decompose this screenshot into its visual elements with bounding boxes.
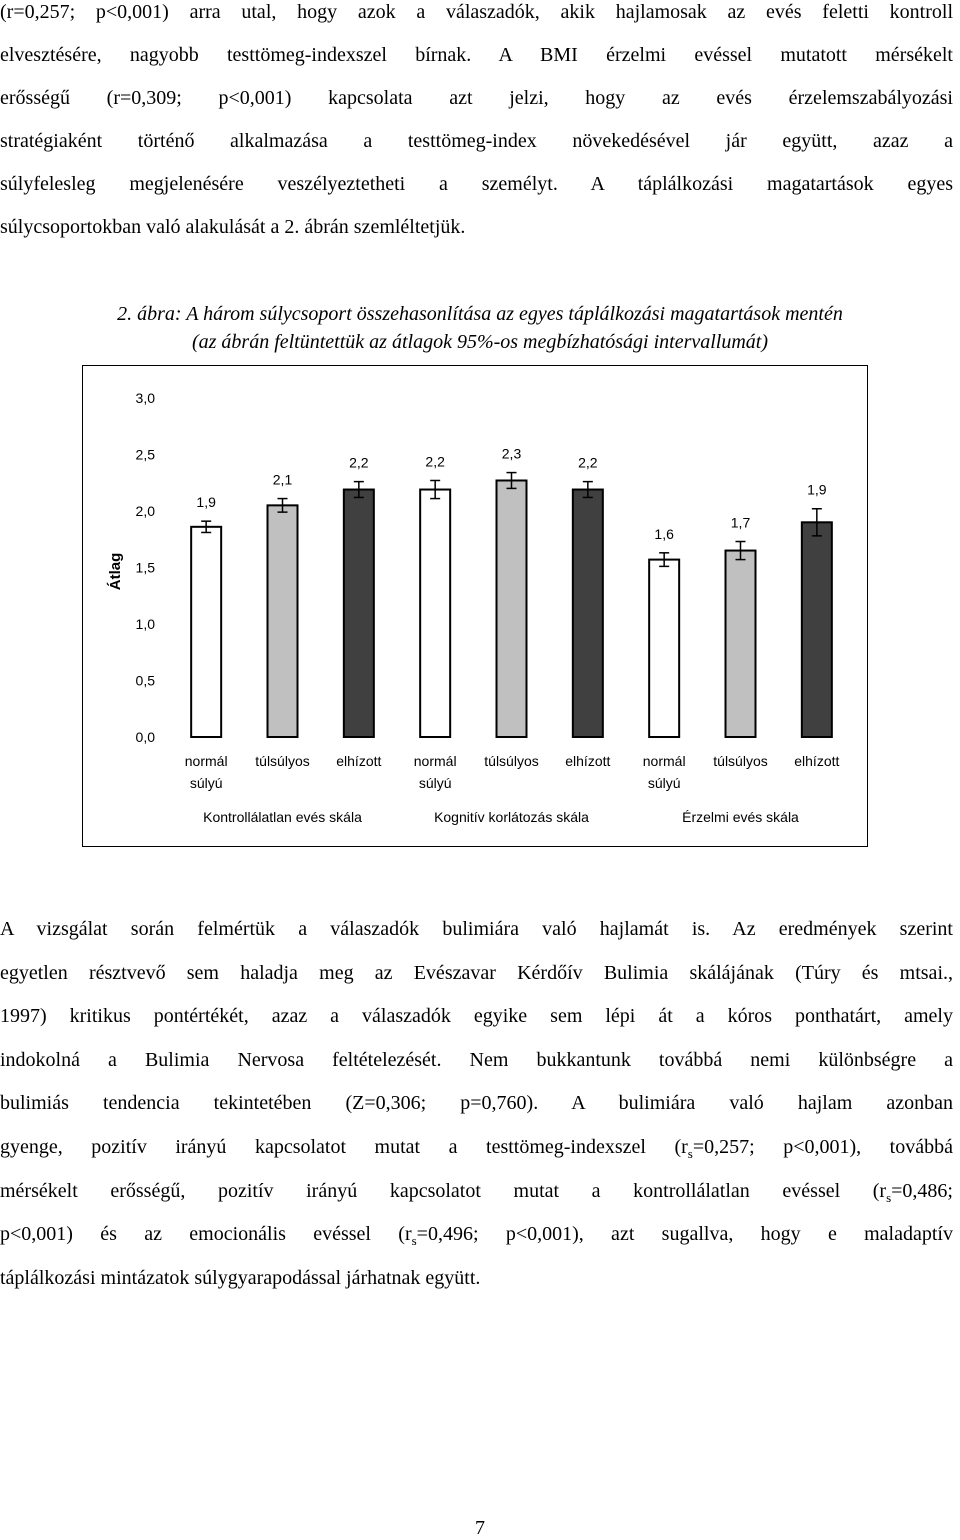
text-span: =0,257; p<0,001), továbbá	[692, 1136, 953, 1158]
text-span: bulimiás tendencia tekintetében (Z=0,306; p=0,760). A bulimiára való hajlam azonban	[0, 1092, 953, 1115]
y-tick-label: 1,5	[135, 559, 155, 576]
text-span: =0,486;	[891, 1179, 953, 1202]
data-label: 2,3	[501, 445, 522, 462]
y-axis-label: Átlag	[107, 552, 124, 591]
text-span: indokolná a Bulimia Nervosa feltételezését. Nem bukkantunk továbbá nemi különbségre a	[0, 1048, 953, 1071]
text-span: =0,496; p<0,001), azt sugallva, hogy e maladaptív	[416, 1223, 953, 1246]
bar	[344, 490, 374, 737]
subscript: s	[687, 1146, 693, 1161]
bar-chart	[83, 366, 867, 846]
text-line	[0, 1135, 953, 1178]
text-line	[0, 1179, 953, 1222]
figure-caption-line-2: (az ábrán feltüntettük az átlagok 95%-os megbízhatósági intervallumát)	[191, 331, 769, 353]
text-line	[0, 1004, 953, 1047]
text-line: (r=0,257; p<0,001) arra utal, hogy azok a válaszadók, akik hajlamosak az evés feletti kontroll	[0, 1, 953, 23]
subscript: s	[411, 1233, 417, 1249]
text-span: egyetlen résztvevő sem haladja meg az Evészavar Kérdőív Bulimia skálájának (Túry és mtsai.,	[0, 961, 953, 984]
page-number: 7	[475, 1517, 485, 1539]
data-label: 1,7	[730, 514, 751, 531]
bar	[191, 527, 221, 737]
text-line	[0, 1048, 953, 1091]
y-tick-label: 2,5	[135, 446, 155, 463]
data-label: 2,2	[349, 454, 369, 471]
x-tick-label: normál	[642, 753, 686, 769]
data-label: 2,2	[578, 454, 598, 471]
figure-caption-line-1: 2. ábra: A három súlycsoport összehasonlítása az egyes táplálkozási magatartások mentén	[117, 303, 843, 325]
bar	[573, 490, 603, 737]
y-tick-label: 1,0	[135, 616, 155, 632]
text-span: p<0,001) és az emocionális evéssel (r	[0, 1223, 412, 1246]
subscript: s	[886, 1189, 892, 1205]
group-label: Kontrollálatlan evés skála	[203, 809, 362, 825]
data-label: 1,6	[654, 525, 674, 542]
text-line	[0, 961, 953, 1004]
y-tick-label: 3,0	[135, 390, 155, 406]
x-tick-label: súlyú	[647, 775, 681, 791]
text-line	[0, 1222, 953, 1265]
text-span: táplálkozási mintázatok súlygyarapodással járhatnak együtt.	[0, 1266, 481, 1289]
group-label: Érzelmi evés skála	[682, 809, 799, 825]
x-tick-label: normál	[413, 753, 457, 769]
bar	[649, 560, 679, 737]
bar	[497, 480, 527, 737]
x-tick-label: túlsúlyos	[484, 753, 539, 769]
group-label: Kognitív korlátozás skála	[434, 809, 589, 825]
text-span: gyenge, pozitív irányú kapcsolatot mutat a testtömeg-indexszel (r	[0, 1136, 688, 1158]
x-tick-label: elhízott	[565, 753, 611, 769]
data-label: 1,9	[196, 494, 216, 511]
text-line: stratégiaként történő alkalmazása a testtömeg-index növekedésével jár együtt, azaz a	[0, 130, 953, 152]
text-line	[0, 917, 953, 960]
x-tick-label: elhízott	[794, 753, 840, 769]
bar	[420, 490, 450, 737]
text-span: 1997) kritikus pontértékét, azaz a válaszadók egyike sem lépi át a kóros ponthatárt, amely	[0, 1005, 953, 1028]
text-span: A vizsgálat során felmértük a válaszadók bulimiára való hajlamát is. Az eredmények szerint	[0, 918, 953, 940]
data-label: 2,2	[425, 453, 445, 470]
text-line: súlyfelesleg megjelenésére veszélyeztetheti a személyt. A táplálkozási magatartások egyes	[0, 173, 953, 195]
y-tick-label: 0,5	[135, 672, 155, 689]
text-line	[0, 1091, 953, 1134]
bar	[726, 551, 756, 737]
x-tick-label: súlyú	[418, 775, 452, 791]
y-tick-label: 2,0	[135, 503, 155, 519]
text-line: súlycsoportokban való alakulását a 2. ábrán szemléltetjük.	[0, 216, 466, 238]
x-tick-label: túlsúlyos	[255, 753, 310, 769]
chart-frame	[82, 365, 868, 847]
data-label: 1,9	[807, 481, 827, 498]
text-line	[0, 1266, 953, 1309]
y-tick-label: 0,0	[135, 729, 155, 745]
x-tick-label: túlsúlyos	[713, 753, 768, 769]
x-tick-label: súlyú	[189, 775, 223, 791]
text-line: erősségű (r=0,309; p<0,001) kapcsolata azt jelzi, hogy az evés érzelemszabályozási	[0, 87, 953, 109]
x-tick-label: elhízott	[336, 753, 382, 769]
text-line: elvesztésére, nagyobb testtömeg-indexszel bírnak. A BMI érzelmi evéssel mutatott mérsékelt	[0, 44, 953, 66]
bar	[802, 522, 832, 737]
data-label: 2,1	[272, 471, 293, 488]
bar	[268, 505, 298, 737]
text-span: mérsékelt erősségű, pozitív irányú kapcsolatot mutat a kontrollálatlan evéssel (r	[0, 1179, 887, 1202]
x-tick-label: normál	[184, 753, 228, 769]
